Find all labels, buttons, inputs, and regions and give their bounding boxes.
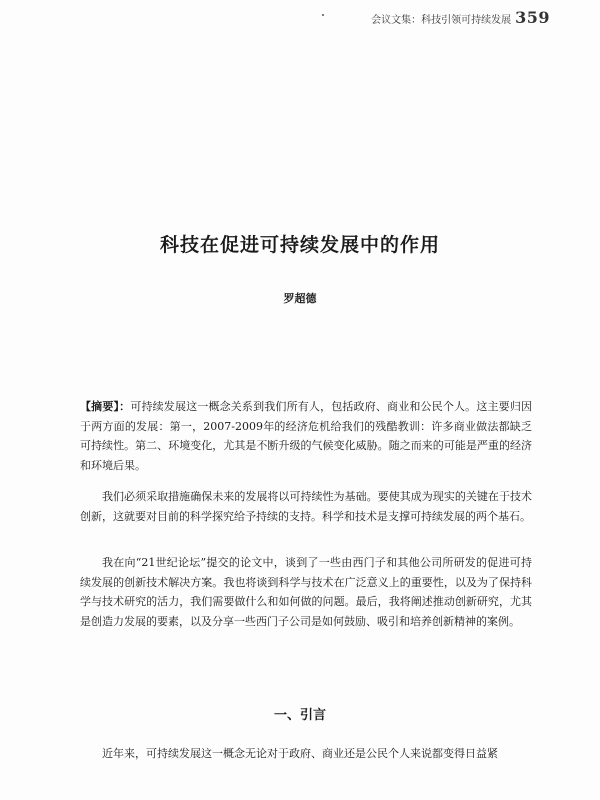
body-paragraph-1: 我们必须采取措施确保未来的发展将以可持续性为基础。要使其成为现实的关键在于技术创新，这就要对目前的科学探究给予持续的支持。科学和技术是支撑可持续发展的两个基石。 (80, 490, 532, 523)
article-author: 罗超德 (283, 292, 317, 305)
running-header-title: 会议文集：科技引领可持续发展 (371, 15, 512, 26)
abstract-text: 可持续发展这一概念关系到我们所有人，包括政府、商业和公民个人。这主要归因于两方面的发展：第一，2007-2009年的经济危机给我们的残酷教训：许多商业做法都缺乏可持续性。第二、环境变化，尤其是不断升级的气候变化威胁。随之而来的可能是严重的经济和环境后果。 (80, 400, 532, 472)
abstract (80, 397, 532, 475)
section-heading-introduction: 一、引言 (273, 708, 326, 723)
running-header (371, 8, 550, 27)
scan-speck (322, 14, 324, 16)
page-number: 359 (515, 8, 550, 27)
introduction-first-line: 近年来，可持续发展这一概念无论对于政府、商业还是公民个人来说都变得日益紧 (102, 747, 498, 760)
body-paragraph-2: 我在向“21世纪论坛”提交的论文中，谈到了一些由西门子和其他公司所研发的促进可持续发展的创新技术解决方案。我也将谈到科学与技术在广泛意义上的重要性，以及为了保持科学与技术研究的活力，我们需要做什么和如何做的问题。最后，我将阐述推动创新研究，尤其是创造力发展的要素，以及分享一些西门子公司是如何鼓励、吸引和培养创新精神的案例。 (80, 556, 532, 628)
abstract-label: 【摘要】： (80, 400, 131, 413)
article-title: 科技在促进可持续发展中的作用 (159, 234, 440, 256)
